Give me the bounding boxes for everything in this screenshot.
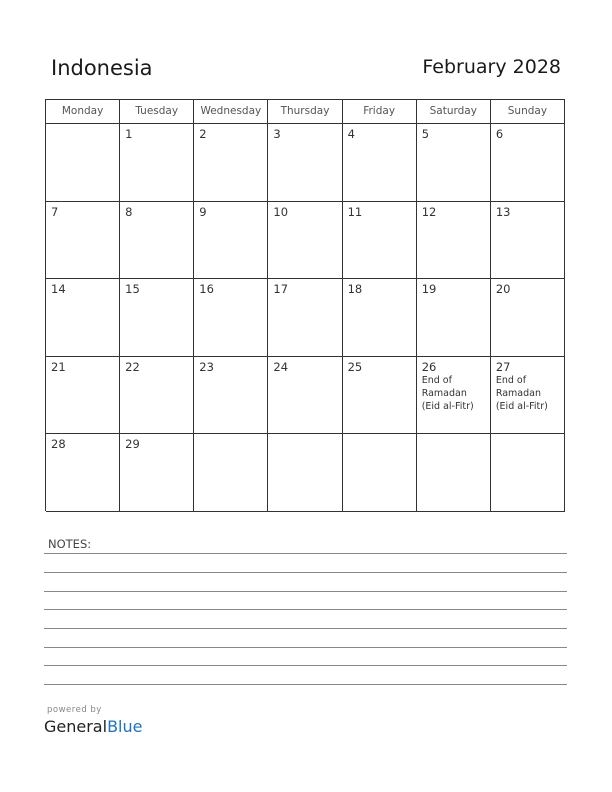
holiday-event-text: Ramadan xyxy=(495,387,542,399)
weekday-wednesday: Wednesday xyxy=(194,100,268,124)
day-number: 26 xyxy=(421,359,437,374)
holiday-event-text: (Eid al-Fitr) xyxy=(421,400,474,412)
day-number: 16 xyxy=(199,282,214,296)
day-number: 2 xyxy=(199,127,207,141)
day-cell xyxy=(417,279,491,357)
day-cell xyxy=(343,124,417,202)
day-number: 6 xyxy=(495,127,504,141)
note-line xyxy=(44,684,567,685)
day-number: 13 xyxy=(495,204,511,219)
day-cell xyxy=(120,357,194,435)
day-cell xyxy=(268,434,342,512)
holiday-event-text: End of xyxy=(495,374,527,386)
day-cell xyxy=(417,202,491,280)
day-cell xyxy=(491,202,565,280)
day-number: 7 xyxy=(51,204,59,219)
month-year-title: February 2028 xyxy=(422,56,561,78)
day-number: 29 xyxy=(125,437,140,451)
weekday-header-row xyxy=(46,100,565,124)
weekday-sunday: Sunday xyxy=(491,100,565,124)
brand-general-text: General xyxy=(44,717,108,736)
week-row xyxy=(46,124,565,202)
weekday-thursday: Thursday xyxy=(268,100,342,124)
day-cell xyxy=(194,279,268,357)
day-number: 11 xyxy=(347,204,363,219)
brand-blue-text: Blue xyxy=(107,717,143,736)
note-line xyxy=(44,572,567,573)
weekday-monday: Monday xyxy=(46,100,120,124)
day-cell xyxy=(120,124,194,202)
week-row xyxy=(46,357,565,435)
day-cell xyxy=(46,434,120,512)
day-cell xyxy=(120,434,194,512)
note-line xyxy=(44,591,567,592)
day-number: 3 xyxy=(273,127,281,141)
day-number: 22 xyxy=(125,359,140,374)
generalblue-logo xyxy=(44,717,142,736)
day-number: 8 xyxy=(125,204,133,219)
day-cell xyxy=(194,202,268,280)
day-cell xyxy=(194,434,268,512)
day-number: 27 xyxy=(495,359,511,374)
day-cell xyxy=(417,124,491,202)
day-number: 5 xyxy=(421,127,430,141)
weekday-tuesday: Tuesday xyxy=(120,100,194,124)
day-cell xyxy=(120,279,194,357)
country-title: Indonesia xyxy=(51,56,153,80)
day-cell xyxy=(268,279,342,357)
day-number: 19 xyxy=(421,282,437,296)
day-cell xyxy=(194,357,268,435)
weekday-saturday: Saturday xyxy=(417,100,491,124)
day-cell xyxy=(417,357,491,435)
day-cell xyxy=(46,202,120,280)
day-cell xyxy=(120,202,194,280)
holiday-event-text: End of xyxy=(421,374,452,386)
day-number: 15 xyxy=(125,282,140,296)
day-cell xyxy=(491,357,565,435)
day-cell xyxy=(46,357,120,435)
weekday-friday: Friday xyxy=(343,100,417,124)
day-number: 28 xyxy=(51,437,66,451)
day-number: 12 xyxy=(421,204,437,219)
day-cell xyxy=(194,124,268,202)
day-cell xyxy=(343,202,417,280)
day-cell xyxy=(491,434,565,512)
day-number: 14 xyxy=(51,282,66,296)
calendar-grid xyxy=(45,99,565,511)
day-cell xyxy=(343,434,417,512)
day-cell xyxy=(268,202,342,280)
day-cell xyxy=(343,357,417,435)
holiday-event-text: Ramadan xyxy=(421,387,467,399)
day-number: 20 xyxy=(495,282,511,296)
day-cell xyxy=(268,124,342,202)
day-number: 24 xyxy=(273,359,289,374)
week-row xyxy=(46,202,565,280)
day-cell xyxy=(343,279,417,357)
day-cell xyxy=(491,279,565,357)
day-number: 23 xyxy=(199,359,214,374)
note-line xyxy=(44,647,567,648)
week-row xyxy=(46,279,565,357)
day-number: 25 xyxy=(347,359,363,374)
day-cell xyxy=(491,124,565,202)
day-number: 21 xyxy=(51,359,66,374)
day-number: 9 xyxy=(199,204,207,219)
holiday-event-text: (Eid al-Fitr) xyxy=(495,400,548,412)
week-row xyxy=(46,434,565,512)
day-number: 10 xyxy=(273,204,289,219)
note-line xyxy=(44,609,567,610)
day-number: 4 xyxy=(347,127,355,141)
powered-by-label: powered by xyxy=(47,705,102,715)
note-line xyxy=(44,665,567,666)
day-cell xyxy=(268,357,342,435)
day-cell xyxy=(46,124,120,202)
weeks-container xyxy=(46,124,565,512)
notes-label: NOTES: xyxy=(48,537,92,551)
day-number: 17 xyxy=(273,282,289,296)
note-line xyxy=(44,628,567,629)
note-line xyxy=(44,553,567,554)
day-cell xyxy=(417,434,491,512)
day-number: 1 xyxy=(125,127,133,141)
day-number: 18 xyxy=(347,282,363,296)
day-cell xyxy=(46,279,120,357)
